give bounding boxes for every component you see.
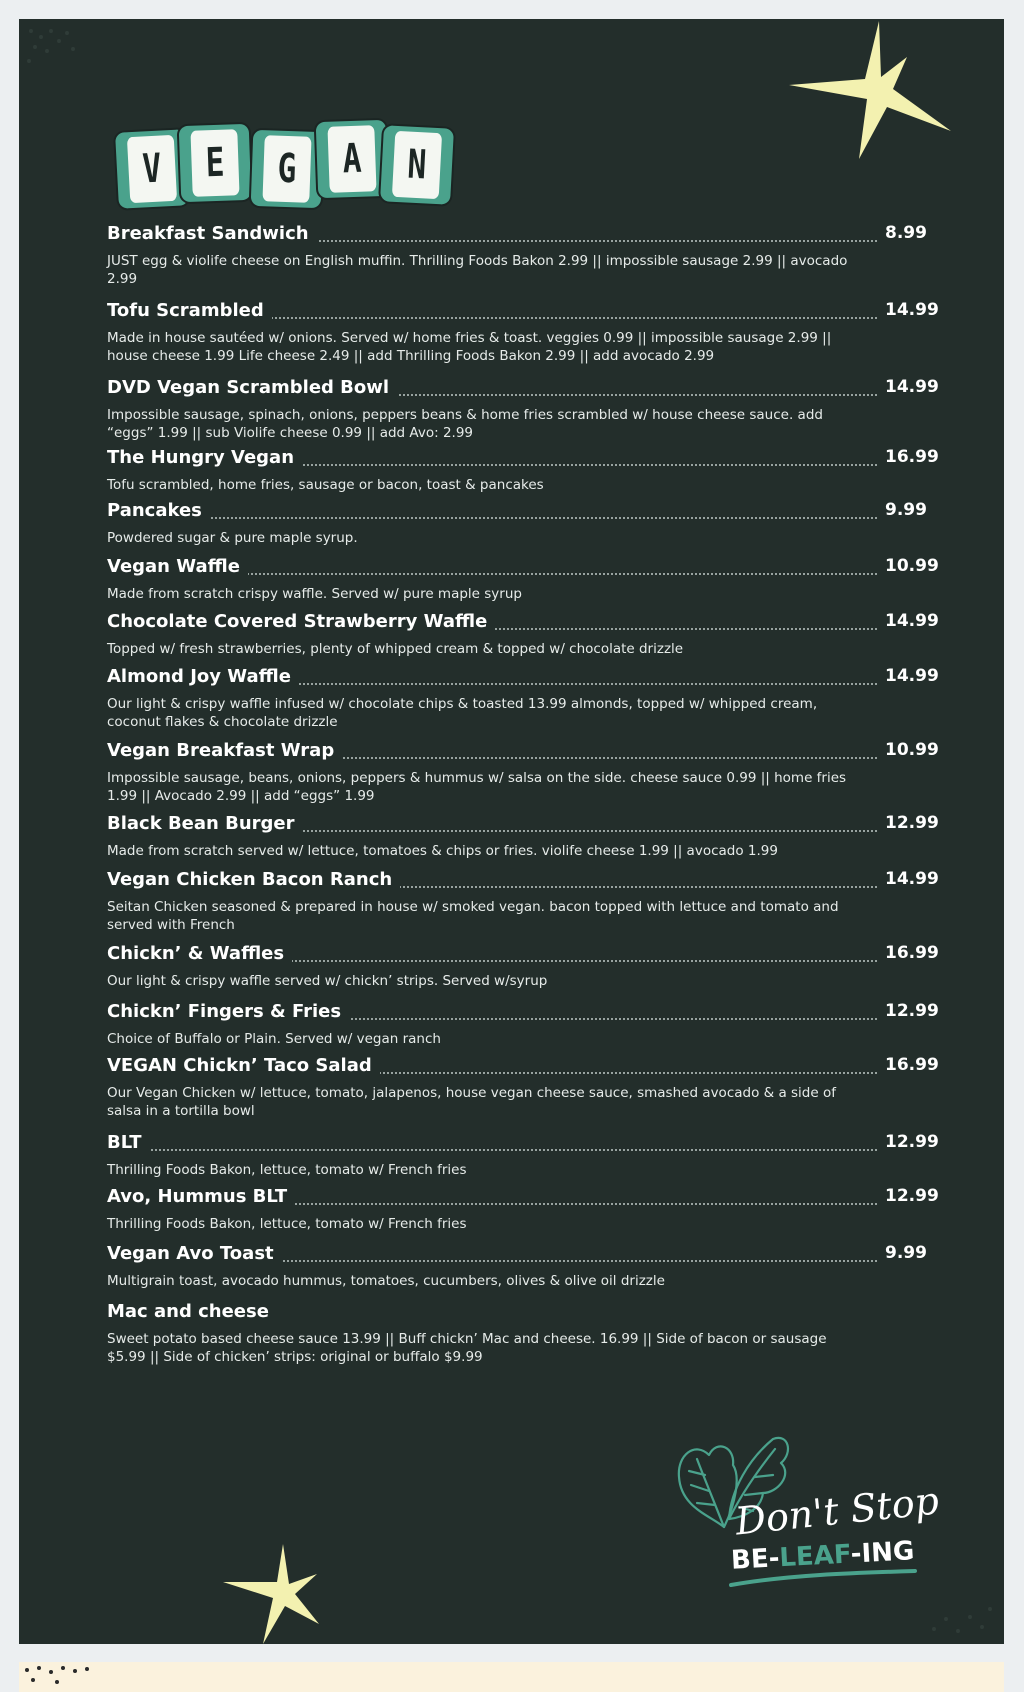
item-price: 16.99 <box>885 447 939 467</box>
title-letter-tile: N <box>380 125 454 205</box>
menu-item <box>107 1301 947 1366</box>
item-description: Impossible sausage, beans, onions, peppers & hummus w/ salsa on the side. cheese sauce 0.99 || home fries 1.99 || Avocado 2.99 || add “eggs” 1.99 <box>107 770 847 804</box>
menu-item <box>107 223 947 288</box>
item-price: 14.99 <box>885 869 939 889</box>
item-price: 10.99 <box>885 556 939 576</box>
item-description: JUST egg & violife cheese on English muffin. Thrilling Foods Bakon 2.99 || impossible sausage 2.99 || avocado 2.99 <box>107 253 848 287</box>
title-letter-tile: G <box>251 130 324 208</box>
item-description: Choice of Buffalo or Plain. Served w/ vegan ranch <box>107 1031 441 1047</box>
dotted-leader <box>107 517 877 519</box>
item-price: 16.99 <box>885 943 939 963</box>
item-name: Chickn’ Fingers & Fries <box>107 1001 349 1022</box>
item-price: 14.99 <box>885 377 939 397</box>
menu-item <box>107 611 947 658</box>
page-title <box>117 101 517 211</box>
slogan-line-1: Don't Stop <box>733 1478 941 1544</box>
slogan <box>669 1419 949 1589</box>
star-icon <box>769 19 959 169</box>
star-icon <box>219 1544 329 1644</box>
item-price: 12.99 <box>885 1186 939 1206</box>
menu-item <box>107 1243 947 1290</box>
dotted-leader <box>107 1149 877 1151</box>
item-description: Our light & crispy waffle served w/ chickn’ strips. Served w/syrup <box>107 973 548 989</box>
item-name: Black Bean Burger <box>107 813 302 834</box>
item-name: Pancakes <box>107 500 210 521</box>
menu-item <box>107 1186 947 1233</box>
item-name: Almond Joy Waffle <box>107 666 299 687</box>
item-description: Topped w/ fresh strawberries, plenty of whipped cream & topped w/ chocolate drizzle <box>107 641 684 657</box>
menu-item <box>107 740 947 805</box>
item-price: 10.99 <box>885 740 939 760</box>
menu-item <box>107 869 947 934</box>
item-name: Vegan Chicken Bacon Ranch <box>107 869 400 890</box>
item-name: Chickn’ & Waffles <box>107 943 292 964</box>
menu-item <box>107 500 947 547</box>
item-name: Vegan Breakfast Wrap <box>107 740 342 761</box>
menu-item <box>107 1055 947 1120</box>
item-description: Thrilling Foods Bakon, lettuce, tomato w/ French fries <box>107 1216 467 1232</box>
menu-item <box>107 666 947 731</box>
menu-item <box>107 556 947 603</box>
item-price: 9.99 <box>885 500 927 520</box>
item-description: Made from scratch crispy waffle. Served w/ pure maple syrup <box>107 586 522 602</box>
item-name: Tofu Scrambled <box>107 300 272 321</box>
item-name: DVD Vegan Scrambled Bowl <box>107 377 397 398</box>
item-price: 12.99 <box>885 813 939 833</box>
item-description: Our Vegan Chicken w/ lettuce, tomato, jalapenos, house vegan cheese sauce, smashed avocado & a side of salsa in a tortilla bowl <box>107 1085 836 1119</box>
item-price: 9.99 <box>885 1243 927 1263</box>
item-name: Breakfast Sandwich <box>107 223 317 244</box>
item-description: Our light & crispy waffle infused w/ chocolate chips & toasted 13.99 almonds, topped w/ whipped cream, coconut flakes & chocolate drizzle <box>107 696 818 730</box>
item-name: VEGAN Chickn’ Taco Salad <box>107 1055 380 1076</box>
title-letter-tile: A <box>316 120 389 198</box>
menu-item <box>107 813 947 860</box>
item-description: Tofu scrambled, home fries, sausage or bacon, toast & pancakes <box>107 477 544 493</box>
item-description: Made from scratch served w/ lettuce, tomatoes & chips or fries. violife cheese 1.99 || avocado 1.99 <box>107 843 778 859</box>
menu-item <box>107 1001 947 1048</box>
item-description: Sweet potato based cheese sauce 13.99 || Buff chickn’ Mac and cheese. 16.99 || Side of bacon or sausage $5.99 || Side of chicken’ strips: original or buffalo $9.99 <box>107 1331 827 1365</box>
item-name: Vegan Waffle <box>107 556 248 577</box>
item-price: 14.99 <box>885 300 939 320</box>
menu-item <box>107 447 947 494</box>
menu-item <box>107 377 947 442</box>
item-name: Avo, Hummus BLT <box>107 1186 295 1207</box>
item-description: Multigrain toast, avocado hummus, tomatoes, cucumbers, olives & olive oil drizzle <box>107 1273 665 1289</box>
menu-item <box>107 300 947 365</box>
item-price: 8.99 <box>885 223 927 243</box>
item-description: Impossible sausage, spinach, onions, peppers beans & home fries scrambled w/ house cheese sauce. add “eggs” 1.99 || sub Violife cheese 0.99 || add Avo: 2.99 <box>107 407 823 441</box>
title-letter-tile: E <box>179 124 252 202</box>
slogan-suffix: -ING <box>849 1536 916 1570</box>
menu-card <box>19 19 1004 1644</box>
item-description: Thrilling Foods Bakon, lettuce, tomato w/ French fries <box>107 1162 467 1178</box>
dot-texture <box>23 23 93 73</box>
menu-item <box>107 943 947 990</box>
item-name: The Hungry Vegan <box>107 447 302 468</box>
item-name: BLT <box>107 1132 150 1153</box>
dot-texture <box>924 1589 1004 1639</box>
title-letter-tile: V <box>115 129 189 209</box>
menu-item <box>107 1132 947 1179</box>
dot-texture <box>21 1664 111 1688</box>
item-description: Made in house sautéed w/ onions. Served w/ home fries & toast. veggies 0.99 || impossible sausage 2.99 || house cheese 1.99 Life cheese 2.49 || add Thrilling Foods Bakon 2.99 || add avocado 2.99 <box>107 330 832 364</box>
item-price: 16.99 <box>885 1055 939 1075</box>
next-page-strip <box>19 1662 1004 1692</box>
item-price: 14.99 <box>885 611 939 631</box>
item-name: Vegan Avo Toast <box>107 1243 282 1264</box>
item-name: Mac and cheese <box>107 1301 277 1322</box>
slogan-accent: LEAF <box>778 1539 852 1574</box>
item-price: 12.99 <box>885 1001 939 1021</box>
item-description: Powdered sugar & pure maple syrup. <box>107 530 358 546</box>
item-price: 14.99 <box>885 666 939 686</box>
slogan-prefix: BE- <box>730 1543 781 1576</box>
item-name: Chocolate Covered Strawberry Waffle <box>107 611 495 632</box>
item-price: 12.99 <box>885 1132 939 1152</box>
item-description: Seitan Chicken seasoned & prepared in house w/ smoked vegan. bacon topped with lettuce and tomato and served with French <box>107 899 839 933</box>
underline-swoosh <box>729 1569 919 1589</box>
